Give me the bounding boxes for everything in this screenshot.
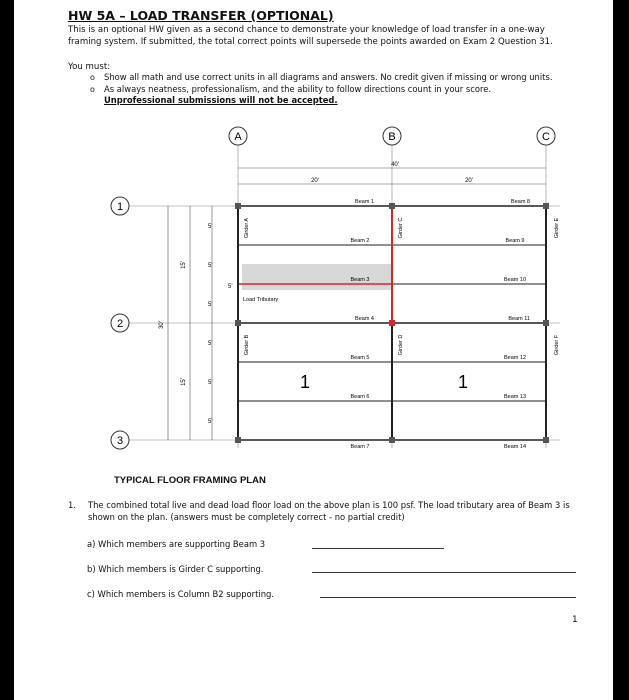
- next-page-edge: [14, 688, 613, 700]
- spacing-label: 5': [228, 284, 233, 290]
- girder-label: Girder F: [554, 334, 560, 356]
- spacing-label: 5': [208, 380, 213, 386]
- question-number: 1.: [68, 500, 76, 510]
- column-a2: [235, 320, 241, 326]
- beam-label: Beam 8: [511, 199, 530, 205]
- spacing-label: 5': [208, 419, 213, 425]
- column-label: C: [542, 131, 550, 143]
- column-b2: [389, 320, 395, 326]
- beam-label: Beam 9: [505, 238, 525, 244]
- column-c1: [543, 203, 549, 209]
- girder-label: Girder D: [398, 334, 404, 356]
- beam-label: Beam 13: [503, 394, 527, 400]
- girder-label: Girder E: [554, 217, 560, 239]
- girder-label: Girder B: [244, 334, 250, 356]
- page-number: 1: [572, 615, 578, 625]
- dimension-label: 15': [181, 261, 187, 269]
- girder-label: Girder C: [398, 217, 404, 239]
- instruction-text: As always neatness, professionalism, and the ability to follow directions count in your score.: [104, 83, 492, 94]
- column-c3: [543, 437, 549, 443]
- beam-label: Beam 2: [350, 238, 370, 244]
- answer-line-b[interactable]: [312, 572, 576, 573]
- instructions-list: [72, 72, 562, 107]
- column-a1: [235, 203, 241, 209]
- spacing-label: 5': [208, 302, 213, 308]
- column-b3: [389, 437, 395, 443]
- column-label: B: [388, 131, 396, 143]
- answer-line-c[interactable]: [320, 597, 576, 598]
- beam-label: Beam 7: [350, 444, 370, 450]
- beam-label: Beam 14: [503, 444, 527, 450]
- dimension-label: 15': [181, 378, 187, 386]
- answer-line-a[interactable]: [312, 548, 444, 549]
- beam-label: Beam 4: [355, 316, 374, 322]
- span-arrow-icon: 1: [458, 372, 469, 392]
- plan-caption: TYPICAL FLOOR FRAMING PLAN: [114, 475, 266, 486]
- beam-label: Beam 11: [508, 316, 530, 322]
- row-label: 3: [116, 435, 124, 447]
- dimension-label: 30': [159, 321, 165, 329]
- beam-label: Beam 5: [350, 355, 370, 361]
- tributary-area: [242, 264, 392, 290]
- beam-label: Beam 6: [350, 394, 370, 400]
- question-b: b) Which members is Girder C supporting.: [87, 564, 264, 574]
- instructions-heading: You must:: [68, 62, 111, 72]
- span-arrow-icon: 1: [300, 372, 311, 392]
- beam-label: Beam 10: [503, 277, 527, 283]
- column-b1: [389, 203, 395, 209]
- row-label: 2: [116, 318, 124, 330]
- dimension-label: 40': [391, 162, 399, 168]
- instruction-text: Show all math and use correct units in all diagrams and answers. No credit given if missing or wrong units.: [104, 72, 553, 82]
- beam-label: Beam 1: [355, 199, 374, 205]
- spacing-label: 5': [208, 263, 213, 269]
- spacing-label: 5': [208, 341, 213, 347]
- tributary-label: Load Tributary: [243, 297, 279, 303]
- instruction-warning: Unprofessional submissions will not be accepted.: [104, 95, 338, 105]
- beam-label: Beam 12: [503, 355, 527, 361]
- bullet-icon: o: [90, 84, 95, 94]
- column-a3: [235, 437, 241, 443]
- instruction-item: [72, 72, 562, 84]
- girder-label: Girder A: [244, 217, 250, 239]
- dimension-label: 20': [465, 178, 473, 184]
- question-text: The combined total live and dead load floor load on the above plan is 100 psf. The load tributary area of Beam 3 is shown on the plan. (answers must be completely correct - no partial credit): [88, 500, 570, 522]
- dimension-label: 20': [311, 178, 319, 184]
- beam-label: Beam 3: [350, 277, 370, 283]
- question-c: c) Which members is Column B2 supporting.: [87, 589, 275, 599]
- row-label: 1: [116, 201, 124, 213]
- instruction-item: [72, 84, 562, 107]
- column-label: A: [234, 131, 242, 143]
- framing-plan: [90, 118, 570, 468]
- question-a: a) Which members are supporting Beam 3: [87, 539, 266, 549]
- column-c2: [543, 320, 549, 326]
- bullet-icon: o: [90, 73, 95, 82]
- spacing-label: 5': [208, 224, 213, 230]
- intro-paragraph: This is an optional HW given as a second chance to demonstrate your knowledge of load transfer in a one-way framing system. If submitted, the total correct points will supersede the points awarded on Exam 2 Question 31.: [68, 25, 553, 47]
- homework-title: HW 5A – LOAD TRANSFER (OPTIONAL): [68, 8, 334, 23]
